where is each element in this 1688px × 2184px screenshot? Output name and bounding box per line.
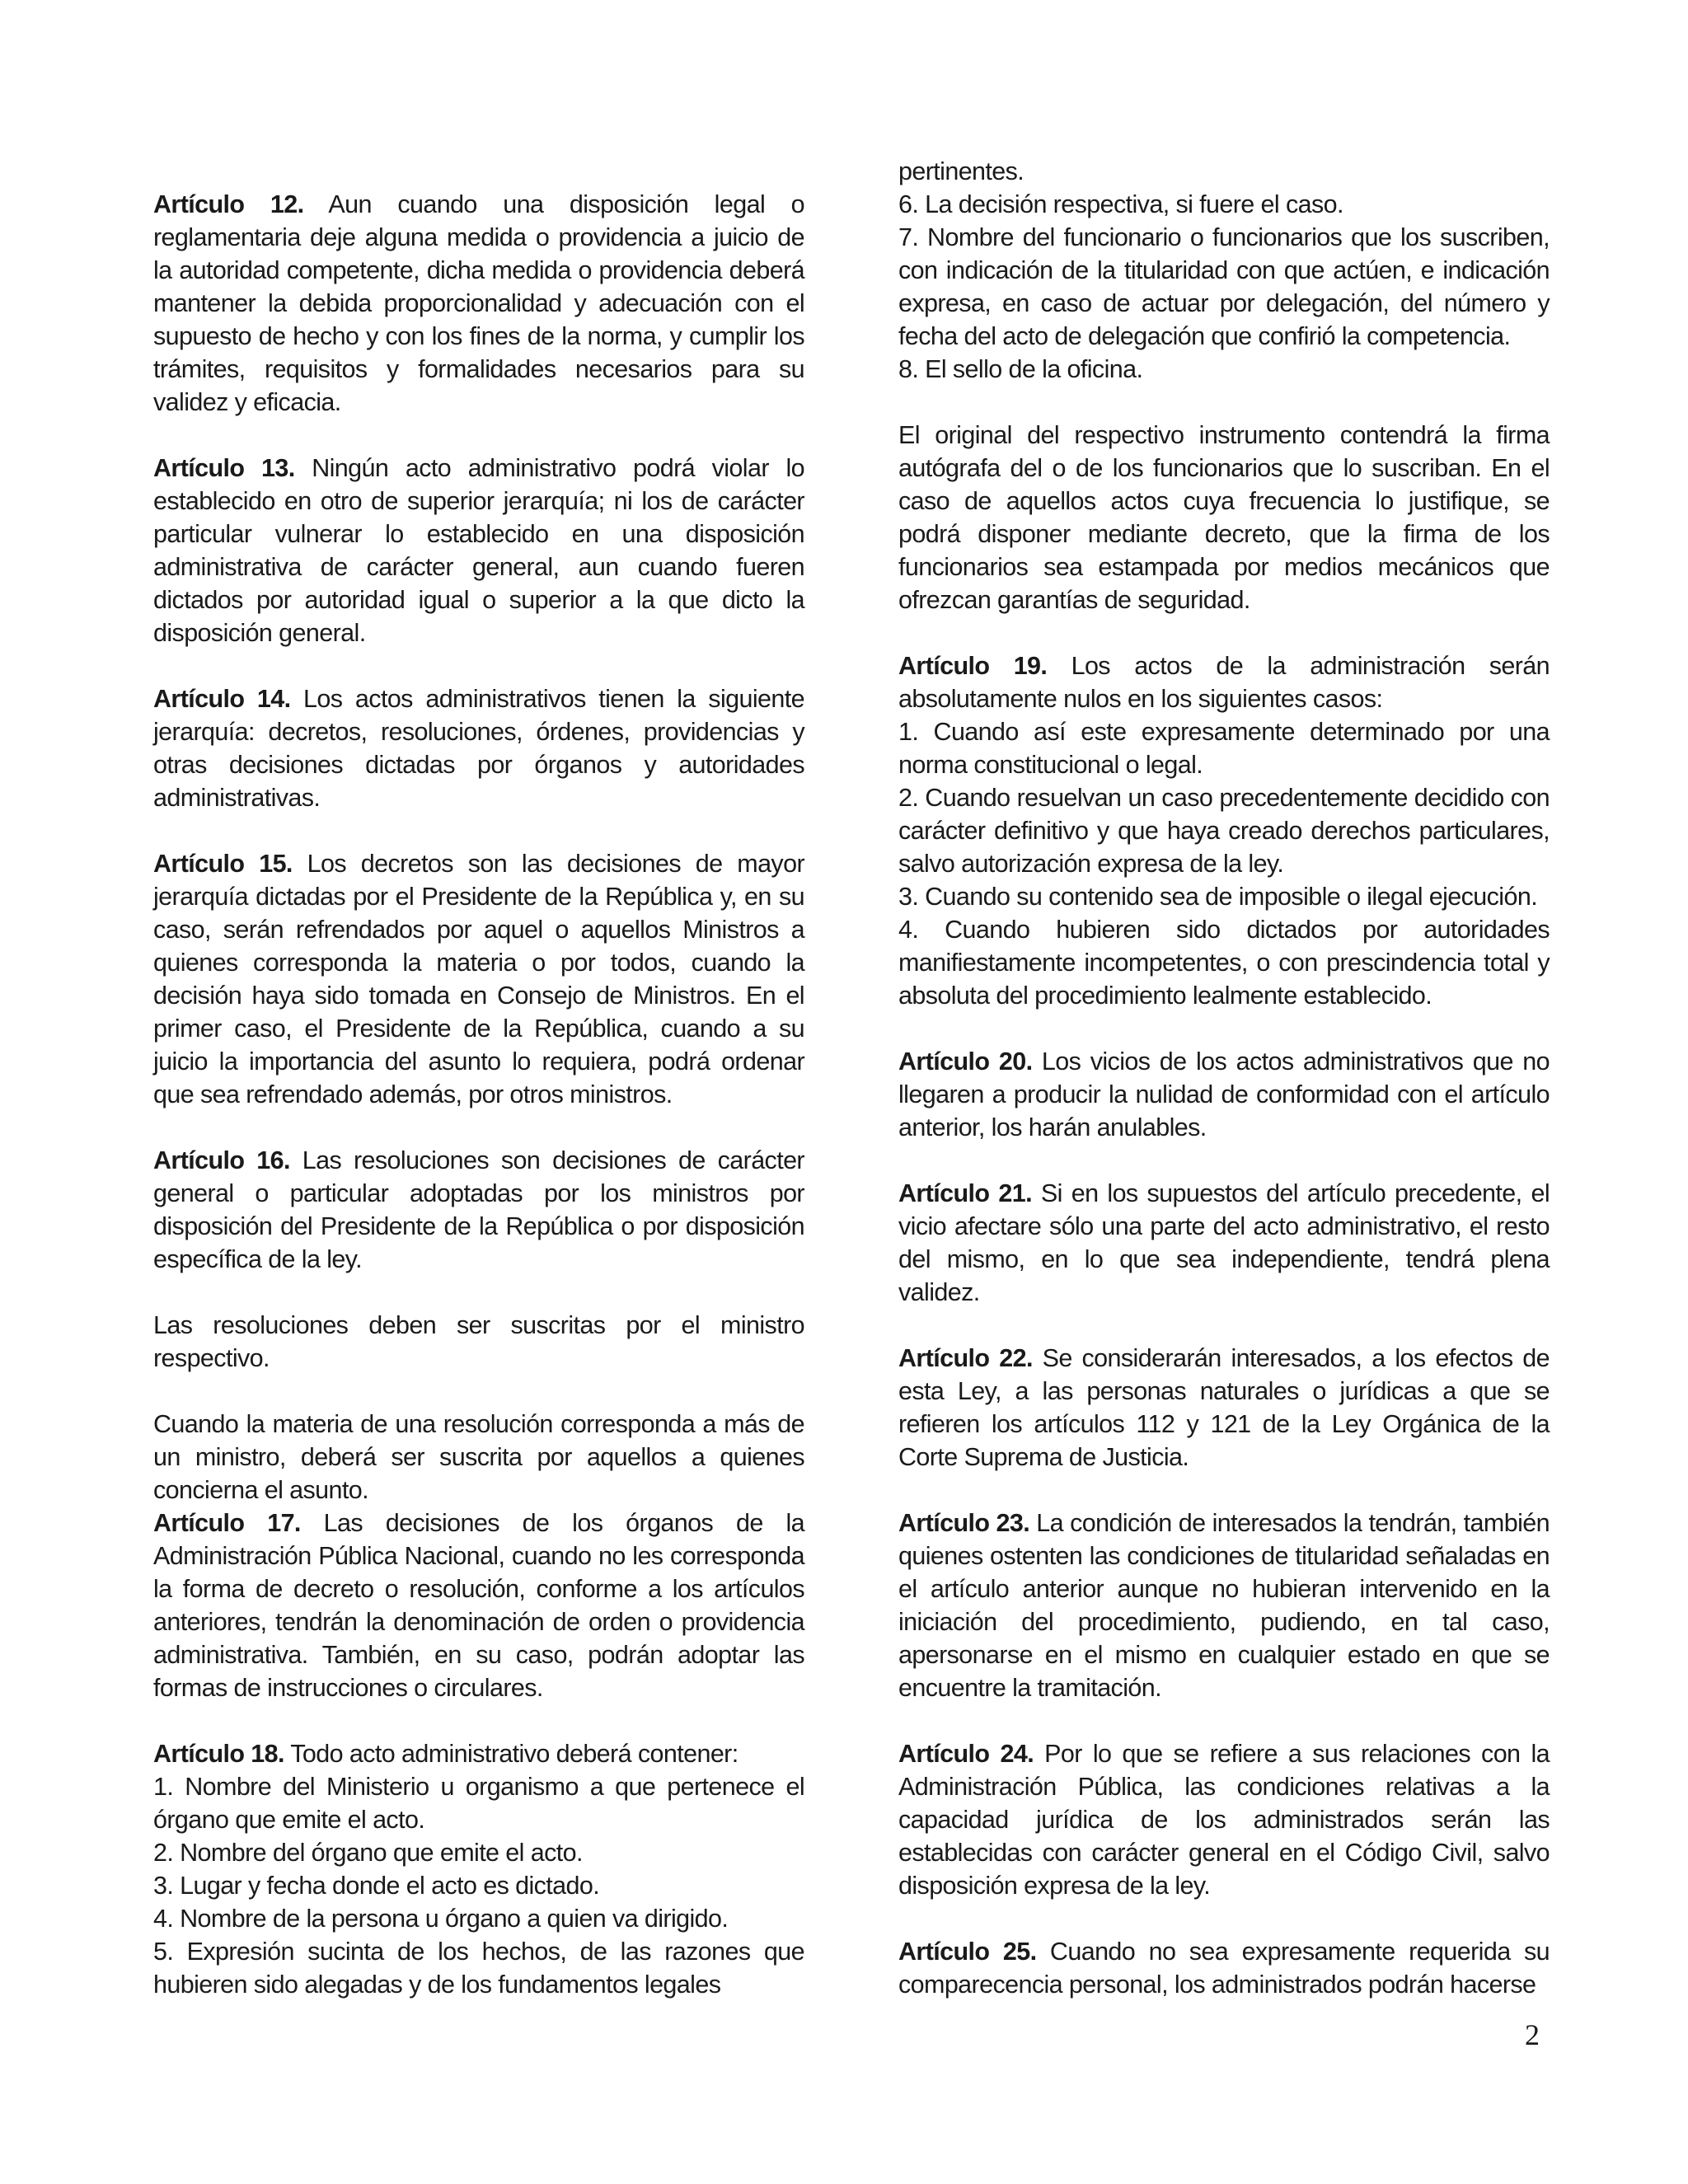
article-body: Los actos de la administración serán absolutamente nulos en los siguientes casos: xyxy=(898,652,1550,713)
list-item: 4. Nombre de la persona u órgano a quien va dirigido. xyxy=(153,1905,729,1933)
article-body: Todo acto administrativo deberá contener: xyxy=(290,1740,738,1768)
article-18-continuation xyxy=(898,155,1550,386)
list-item: 1. Nombre del Ministerio u organismo a que pertenece el órgano que emite el acto. xyxy=(153,1773,804,1834)
left-column xyxy=(153,188,804,2001)
article-body: La condición de interesados la tendrán, también quienes ostenten las condiciones de titularidad señaladas en el artículo anterior aunque no hubieran intervenido en la iniciación del procedimiento, pudiendo, en tal caso, apersonarse en el mismo en cualquier estado en que se encuentre la tramitación. xyxy=(898,1509,1550,1702)
article-14 xyxy=(153,682,804,814)
list-item: 3. Cuando su contenido sea de imposible o ilegal ejecución. xyxy=(898,883,1538,911)
article-22 xyxy=(898,1342,1550,1474)
article-heading: Artículo 14. xyxy=(153,685,291,713)
article-body: Por lo que se refiere a sus relaciones con la Administración Pública, las condiciones relativas a la capacidad jurídica de los administrados serán las establecidas con carácter general en el Código Civil, salvo disposición expresa de la ley. xyxy=(898,1740,1550,1900)
list-item: 8. El sello de la oficina. xyxy=(898,355,1143,383)
article-17 xyxy=(153,1507,804,1704)
article-heading: Artículo 21. xyxy=(898,1179,1032,1207)
article-body: Cuando no sea expresamente requerida su comparecencia personal, los administrados podrán hacerse xyxy=(898,1938,1550,1999)
continuation-text: pertinentes. xyxy=(898,157,1025,185)
article-body: Ningún acto administrativo podrá violar lo establecido en otro de superior jerarquía; ni los de carácter particular vulnerar lo establecido en una disposición administrativa de carácter general, aun cuando fueren dictados por autoridad igual o superior a la que dicto la disposición general. xyxy=(153,454,804,647)
article-body: Los actos administrativos tienen la siguiente jerarquía: decretos, resoluciones, órdenes, providencias y otras decisiones dictadas por órganos y autoridades administrativas. xyxy=(153,685,804,812)
article-heading: Artículo 22. xyxy=(898,1344,1033,1372)
article-body: Las decisiones de los órganos de la Administración Pública Nacional, cuando no les corresponda la forma de decreto o resolución, conforme a los artículos anteriores, tendrán la denominación de orden o providencia administrativa. También, en su caso, podrán adoptar las formas de instrucciones o circulares. xyxy=(153,1509,805,1702)
article-heading: Artículo 13. xyxy=(153,454,295,482)
article-16-paragraph-3: Cuando la materia de una resolución corresponda a más de un ministro, deberá ser suscrita por aquellos a quienes concierna el asunto. xyxy=(153,1410,804,1504)
list-item: 7. Nombre del funcionario o funcionarios que los suscriben, con indicación de la titularidad con que actúen, e indicación expresa, en caso de actuar por delegación, del número y fecha del acto de delegación que confirió la competencia. xyxy=(898,223,1550,350)
article-body: Aun cuando una disposición legal o reglamentaria deje alguna medida o providencia a juicio de la autoridad competente, dicha medida o providencia deberá mantener la debida proporcionalidad y adecuación con el supuesto de hecho y con los fines de la norma, y cumplir los trámites, requisitos y formalidades necesarios para su validez y eficacia. xyxy=(153,190,804,416)
right-column xyxy=(898,155,1550,2001)
article-19 xyxy=(898,649,1550,715)
article-body: Se considerarán interesados, a los efectos de esta Ley, a las personas naturales o jurídicas a que se refieren los artículos 112 y 121 de la Ley Orgánica de la Corte Suprema de Justicia. xyxy=(898,1344,1550,1471)
article-23 xyxy=(898,1507,1550,1704)
list-item: 2. Cuando resuelvan un caso precedentemente decidido con carácter definitivo y que haya creado derechos particulares, salvo autorización expresa de la ley. xyxy=(898,784,1550,878)
list-item: 3. Lugar y fecha donde el acto es dictado. xyxy=(153,1872,600,1900)
article-heading: Artículo 17. xyxy=(153,1509,301,1537)
article-13 xyxy=(153,452,804,649)
article-heading: Artículo 15. xyxy=(153,850,293,878)
list-item: 5. Expresión sucinta de los hechos, de las razones que hubieren sido alegadas y de los fundamentos legales xyxy=(153,1938,804,1999)
article-body: Los vicios de los actos administrativos que no llegaren a producir la nulidad de conformidad con el artículo anterior, los harán anulables. xyxy=(898,1047,1550,1141)
article-18 xyxy=(153,1737,804,1770)
article-16-paragraph-2: Las resoluciones deben ser suscritas por el ministro respectivo. xyxy=(153,1311,804,1372)
article-12 xyxy=(153,188,804,419)
article-18-signature-paragraph: El original del respectivo instrumento contendrá la firma autógrafa del o de los funcionarios que lo suscriban. En el caso de aquellos actos cuya frecuencia lo justifique, se podrá disponer mediante decreto, que la firma de los funcionarios sea estampada por medios mecánicos que ofrezcan garantías de seguridad. xyxy=(898,421,1550,614)
article-20 xyxy=(898,1045,1550,1144)
list-item: 4. Cuando hubieren sido dictados por autoridades manifiestamente incompetentes, o con prescindencia total y absoluta del procedimiento lealmente establecido. xyxy=(898,916,1550,1010)
article-heading: Artículo 23. xyxy=(898,1509,1030,1537)
list-item: 1. Cuando así este expresamente determinado por una norma constitucional o legal. xyxy=(898,718,1550,779)
page-number: 2 xyxy=(1525,2018,1540,2051)
article-heading: Artículo 19. xyxy=(898,652,1048,680)
article-heading: Artículo 18. xyxy=(153,1740,284,1768)
article-heading: Artículo 12. xyxy=(153,190,304,218)
article-24 xyxy=(898,1737,1550,1902)
article-16 xyxy=(153,1144,804,1276)
article-25 xyxy=(898,1935,1550,2001)
article-15 xyxy=(153,847,804,1111)
article-18-list xyxy=(153,1770,804,2001)
list-item: 2. Nombre del órgano que emite el acto. xyxy=(153,1839,583,1867)
article-heading: Artículo 25. xyxy=(898,1938,1037,1966)
article-body: Si en los supuestos del artículo precedente, el vicio afectare sólo una parte del acto administrativo, el resto del mismo, en lo que sea independiente, tendrá plena validez. xyxy=(898,1179,1550,1306)
article-21 xyxy=(898,1177,1550,1309)
list-item: 6. La decisión respectiva, si fuere el caso. xyxy=(898,190,1343,218)
article-heading: Artículo 24. xyxy=(898,1740,1034,1768)
article-heading: Artículo 16. xyxy=(153,1146,290,1174)
article-19-list xyxy=(898,715,1550,1012)
article-heading: Artículo 20. xyxy=(898,1047,1033,1076)
article-body: Las resoluciones son decisiones de carácter general o particular adoptadas por los ministros por disposición del Presidente de la República o por disposición específica de la ley. xyxy=(153,1146,804,1273)
article-body: Los decretos son las decisiones de mayor jerarquía dictadas por el Presidente de la República y, en su caso, serán refrendados por aquel o aquellos Ministros a quienes corresponda la materia o por todos, cuando la decisión haya sido tomada en Consejo de Ministros. En el primer caso, el Presidente de la República, cuando a su juicio la importancia del asunto lo requiera, podrá ordenar que sea refrendado además, por otros ministros. xyxy=(153,850,805,1108)
